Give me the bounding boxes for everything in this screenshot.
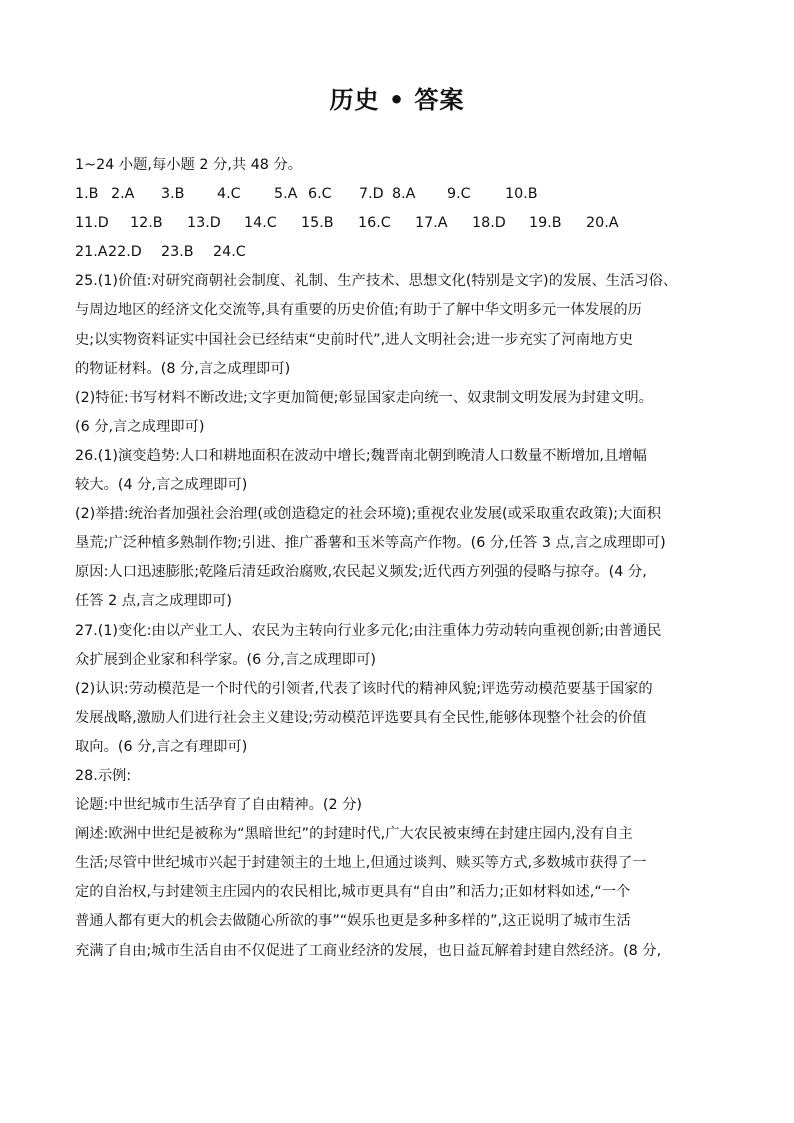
text-line: 任答 2 点,言之成理即可)	[75, 593, 232, 610]
page-title: 历史 • 答案	[329, 86, 465, 114]
answer-item: 21.A	[75, 244, 108, 261]
text-line: 史;以实物资料证实中国社会已经结束“史前时代”,进人文明社会;进一步充实了河南地方史	[75, 331, 633, 348]
answer-item: 17.A	[415, 215, 448, 232]
text-line: 生活;尽管中世纪城市兴起于封建领主的土地上,但通过谈判、赎买等方式,多数城市获得了一	[75, 855, 647, 872]
answer-row-3	[75, 238, 723, 267]
text-line: 普通人都有更大的机会去做随心所欲的事”“娱乐也更是多种多样的”,这正说明了城市生活	[75, 913, 631, 930]
answer-item: 23.B	[161, 244, 194, 261]
intro-line: 1~24 小题,每小题 2 分,共 48 分。	[75, 157, 303, 173]
text-line: 定的自治权,与封建领主庄园内的农民相比,城市更具有“自由”和活力;正如材料如述,“一个	[75, 884, 631, 901]
answer-item: 4.C	[217, 186, 241, 203]
text-line: 论题:中世纪城市生活孕育了自由精神。(2 分)	[75, 797, 362, 814]
answer-item: 18.D	[472, 215, 506, 232]
answer-item: 22.D	[108, 244, 142, 261]
text-line: 26.(1)演变趋势:人口和耕地面积在波动中增长;魏晋南北朝到晚清人口数量不断增加,且增幅	[75, 447, 647, 464]
text-line: 27.(1)变化:由以产业工人、农民为主转向行业多元化;由注重体力劳动转向重视创新;由普通民	[75, 622, 662, 639]
answer-item: 5.A	[274, 186, 298, 203]
answer-row-1	[75, 180, 723, 209]
answer-item: 6.C	[308, 186, 332, 203]
answer-item: 20.A	[586, 215, 619, 232]
text-line: 28.示例:	[75, 767, 132, 784]
text-line: (2)特征:书写材料不断改进;文字更加简便;彰显国家走向统一、奴隶制文明发展为封建文明。	[75, 389, 653, 406]
text-line: 垦荒;广泛种植多熟制作物;引进、推广番薯和玉米等高产作物。(6 分,任答 3 点,言之成理即可)	[75, 535, 666, 552]
text-line: 25.(1)价值:对研究商朝社会制度、礼制、生产技术、思想文化(特别是文字)的发展、生活习俗、	[75, 273, 678, 290]
text-line: 与周边地区的经济文化交流等,具有重要的历史价值;有助于了解中华文明多元一体发展的历	[75, 302, 642, 319]
answer-item: 24.C	[213, 244, 246, 261]
answer-item: 16.C	[358, 215, 391, 232]
answer-item: 13.D	[187, 215, 221, 232]
text-line: 取向。(6 分,言之有理即可)	[75, 738, 248, 755]
answer-item: 10.B	[505, 186, 538, 203]
answer-item: 15.B	[301, 215, 334, 232]
answer-item: 19.B	[529, 215, 562, 232]
document-body	[75, 151, 723, 966]
answer-item: 11.D	[75, 215, 109, 232]
text-line: 阐述:欧洲中世纪是被称为“黑暗世纪”的封建时代,广大农民被束缚在封建庄园内,没有自主	[75, 826, 633, 843]
answer-item: 2.A	[111, 186, 135, 203]
text-line: (6 分,言之成理即可)	[75, 418, 205, 435]
text-line: 充满了自由;城市生活自由不仅促进了工商业经济的发展，也日益瓦解着封建自然经济。(8 分,	[75, 942, 662, 959]
text-line: 众扩展到企业家和科学家。(6 分,言之成理即可)	[75, 651, 376, 668]
answer-item: 14.C	[244, 215, 277, 232]
text-line: 较大。(4 分,言之成理即可)	[75, 477, 248, 494]
answer-row-2	[75, 209, 723, 238]
answer-item: 9.C	[447, 186, 471, 203]
text-line: 的物证材料。(8 分,言之成理即可)	[75, 360, 291, 377]
answer-item: 7.D	[359, 186, 384, 203]
answer-item: 1.B	[75, 186, 99, 203]
text-line: 原因:人口迅速膨胀;乾隆后清廷政治腐败,农民起义频发;近代西方列强的侵略与掠夺。(4 分,	[75, 564, 647, 581]
answer-item: 12.B	[130, 215, 163, 232]
text-line: (2)举措:统治者加强社会治理(或创造稳定的社会环境);重视农业发展(或采取重农政策);大面积	[75, 506, 661, 523]
answer-item: 8.A	[392, 186, 416, 203]
text-line: 发展战略,激励人们进行社会主义建设;劳动模范评选要具有全民性,能够体现整个社会的价值	[75, 709, 647, 726]
text-line: (2)认识:劳动模范是一个时代的引领者,代表了该时代的精神风貌;评选劳动模范要基于国家的	[75, 680, 653, 697]
answer-item: 3.B	[161, 186, 185, 203]
